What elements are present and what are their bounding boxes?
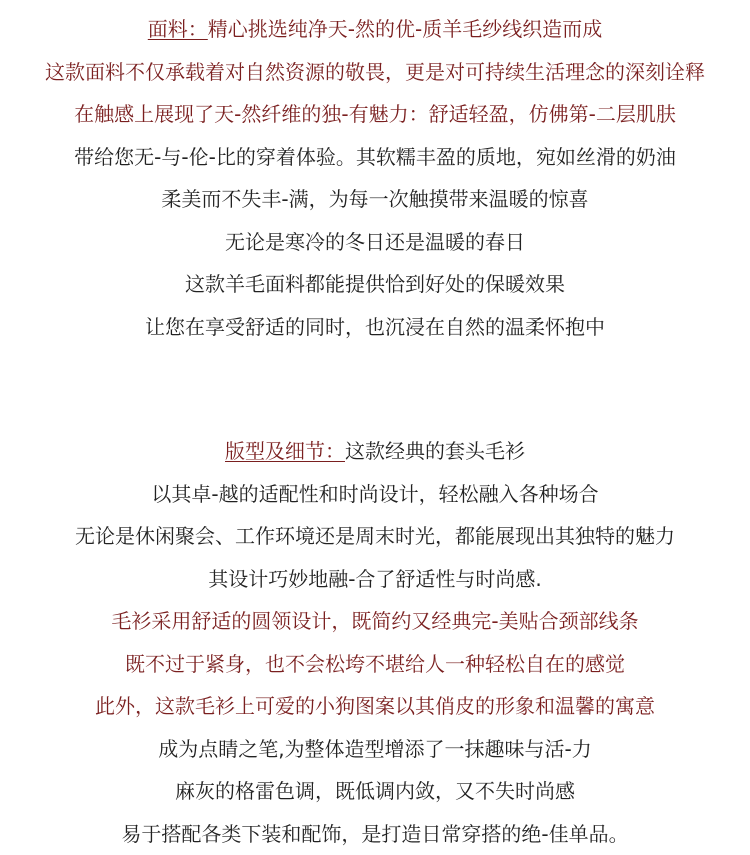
material-label: 面料： (148, 17, 208, 41)
material-section (0, 8, 750, 348)
design-line: 此外，这款毛衫上可爱的小狗图案以其俏皮的形象和温馨的寓意 (0, 685, 750, 728)
design-line: 麻灰的格雷色调，既低调内敛，又不失时尚感 (0, 770, 750, 813)
design-label: 版型及细节： (225, 439, 345, 463)
material-line: 这款羊毛面料都能提供恰到好处的保暖效果 (0, 263, 750, 306)
design-line: 既不过于紧身，也不会松垮不堪给人一种轻松自在的感觉 (0, 643, 750, 686)
material-line: 这款面料不仅承载着对自然资源的敬畏，更是对可持续生活理念的深刻诠释 (0, 51, 750, 94)
design-section (0, 430, 750, 855)
material-heading-line (0, 8, 750, 51)
design-line: 无论是休闲聚会、工作环境还是周末时光，都能展现出其独特的魅力 (0, 515, 750, 558)
design-line: 成为点睛之笔,为整体造型增添了一抹趣味与活-力 (0, 728, 750, 771)
design-line: 易于搭配各类下装和配饰，是打造日常穿搭的绝-佳单品。 (0, 813, 750, 855)
material-line: 让您在享受舒适的同时，也沉浸在自然的温柔怀抱中 (0, 306, 750, 349)
material-line: 无论是寒冷的冬日还是温暖的春日 (0, 221, 750, 264)
design-heading-line (0, 430, 750, 473)
design-line: 以其卓-越的适配性和时尚设计，轻松融入各种场合 (0, 473, 750, 516)
material-line: 在触感上展现了天-然纤维的独-有魅力：舒适轻盈，仿佛第-二层肌肤 (0, 93, 750, 136)
material-line: 柔美而不失丰-满，为每一次触摸带来温暖的惊喜 (0, 178, 750, 221)
design-lead: 这款经典的套头毛衫 (345, 439, 525, 463)
design-line: 毛衫采用舒适的圆领设计，既简约又经典完-美贴合颈部线条 (0, 600, 750, 643)
design-line: 其设计巧妙地融-合了舒适性与时尚感. (0, 558, 750, 601)
material-lead: 精心挑选纯净天-然的优-质羊毛纱线织造而成 (208, 17, 602, 41)
material-line: 带给您无-与-伦-比的穿着体验。其软糯丰盈的质地，宛如丝滑的奶油 (0, 136, 750, 179)
